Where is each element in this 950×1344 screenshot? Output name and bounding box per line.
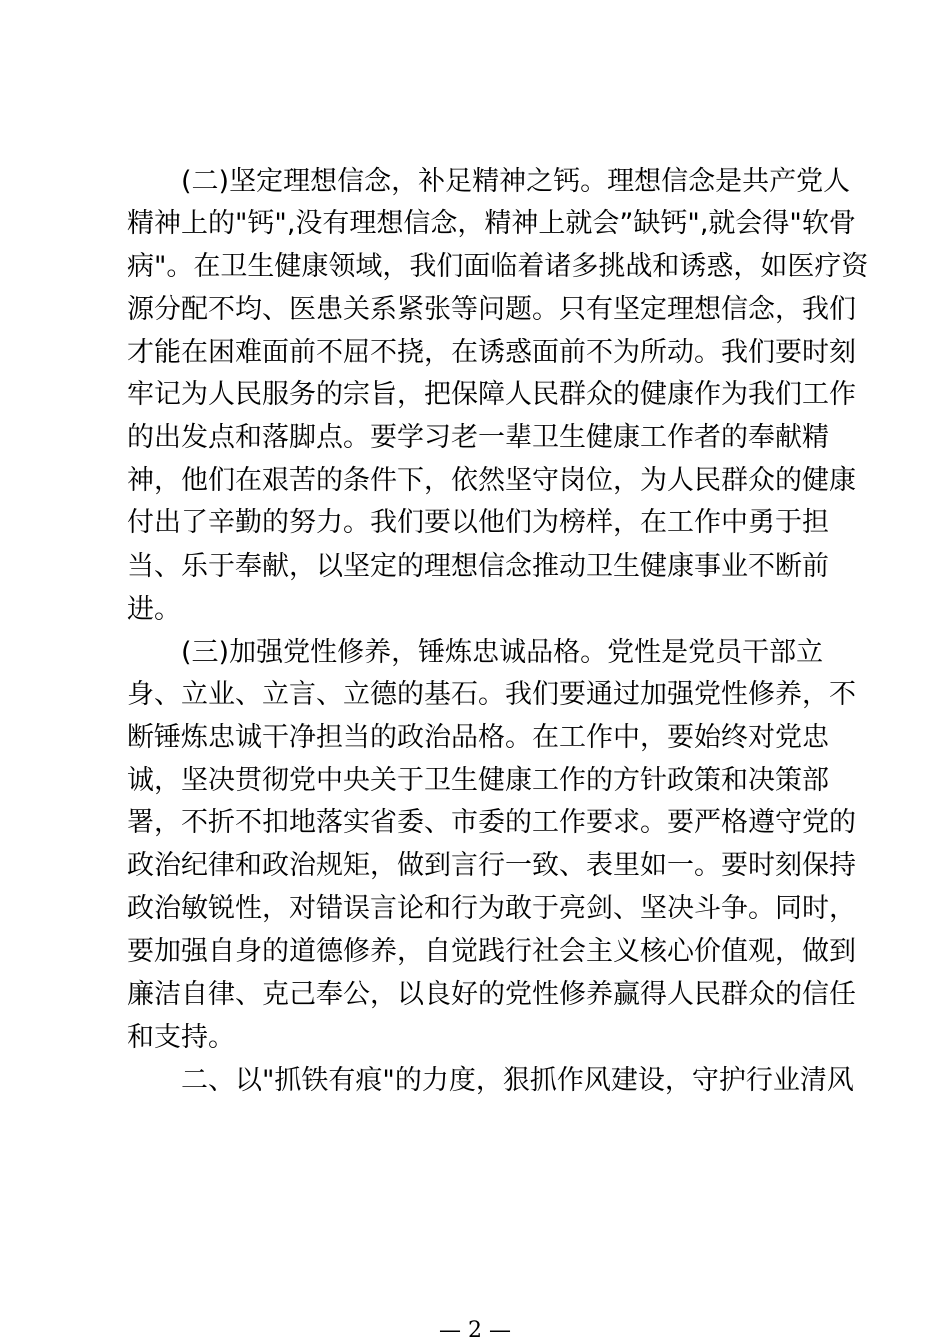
page-number: — 2 — [439, 1318, 511, 1343]
paragraph-2-line-10: 当、乐于奉献，以坚定的理想信念推动卫生健康事业不断前 [127, 551, 829, 582]
paragraph-3-line-10: 和支持。 [127, 1022, 235, 1053]
paragraph-2-line-1: (二)坚定理想信念，补足精神之钙。理想信念是共产党人 [181, 166, 851, 197]
paragraph-3-line-3: 断锤炼忠诚干净担当的政治品格。在工作中，要始终对党忠 [127, 722, 829, 753]
paragraph-3-line-8: 要加强自身的道德修养，自觉践行社会主义核心价值观，做到 [127, 936, 856, 967]
paragraph-3-line-5: 署，不折不扣地落实省委、市委的工作要求。要严格遵守党的 [127, 807, 856, 838]
paragraph-3-line-7: 政治敏锐性，对错误言论和行为敢于亮剑、坚决斗争。同时， [127, 893, 856, 924]
paragraph-2-line-2: 精神上的"钙",没有理想信念，精神上就会”缺钙",就会得"软骨 [127, 208, 856, 239]
paragraph-2-line-3: 病"。在卫生健康领域，我们面临着诸多挑战和诱惑，如医疗资 [127, 251, 869, 282]
paragraph-2-line-11: 进。 [127, 594, 181, 625]
paragraph-3-line-1: (三)加强党性修养，锤炼忠诚品格。党性是党员干部立 [181, 637, 824, 668]
paragraph-3-line-6: 政治纪律和政治规矩，做到言行一致、表里如一。要时刻保持 [127, 850, 856, 881]
paragraph-2-line-4: 源分配不均、医患关系紧张等问题。只有坚定理想信念，我们 [127, 294, 856, 325]
paragraph-3-line-9: 廉洁自律、克己奉公，以良好的党性修养赢得人民群众的信任 [127, 979, 856, 1010]
paragraph-3-line-2: 身、立业、立言、立德的基石。我们要通过加强党性修养，不 [127, 679, 856, 710]
paragraph-2-line-9: 付出了辛勤的努力。我们要以他们为榜样，在工作中勇于担 [127, 507, 829, 538]
paragraph-3-line-4: 诚，坚决贯彻党中央关于卫生健康工作的方针政策和决策部 [127, 765, 829, 796]
paragraph-2-line-8: 神，他们在艰苦的条件下，依然坚守岗位，为人民群众的健康 [127, 465, 856, 496]
paragraph-2-line-5: 才能在困难面前不屈不挠，在诱惑面前不为所动。我们要时刻 [127, 337, 856, 368]
paragraph-2-line-7: 的出发点和落脚点。要学习老一辈卫生健康工作者的奉献精 [127, 422, 829, 453]
paragraph-2-line-6: 牢记为人民服务的宗旨，把保障人民群众的健康作为我们工作 [127, 379, 856, 410]
section-heading-2: 二、以"抓铁有痕"的力度，狠抓作风建设，守护行业清风 [181, 1065, 854, 1096]
